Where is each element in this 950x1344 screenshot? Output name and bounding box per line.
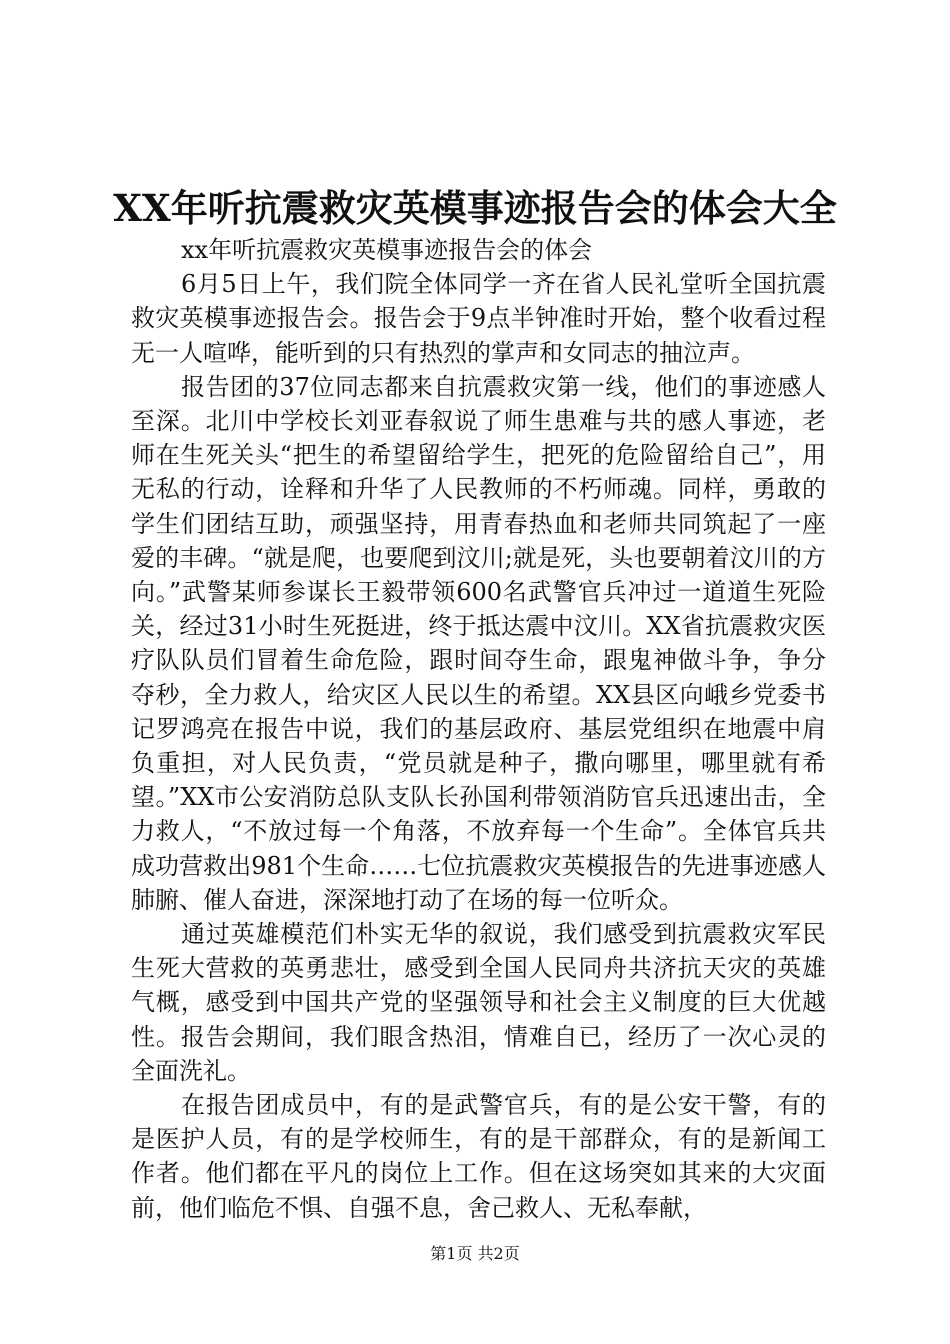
- document-title: XX年听抗震救灾英模事迹报告会的体会大全: [113, 186, 837, 230]
- document-subtitle: xx年听抗震救灾英模事迹报告会的体会: [181, 236, 593, 264]
- paragraph: 报告团的37位同志都来自抗震救灾第一线，他们的事迹感人至深。北川中学校长刘亚春叙说了师生患难与共的感人事迹，老师在生死关头“把生的希望留给学生，把死的危险留给自己”，用无私的行动，诠释和升华了人民教师的不朽师魂。同样，勇敢的学生们团结互助，顽强坚持，用青春热血和老师共同筑起了一座爱的丰碑。“就是爬，也要爬到汶川;就是死，头也要朝着汶川的方向。”武警某师参谋长王毅带领600名武警官兵冲过一道道生死险关，经过31小时生死挺进，终于抵达震中汶川。XX省抗震救灾医疗队队员们冒着生命危险，跟时间夺生命，跟鬼神做斗争，争分夺秒，全力救人，给灾区人民以生的希望。XX县区向峨乡党委书记罗鸿亮在报告中说，我们的基层政府、基层党组织在地震中肩负重担，对人民负责，“党员就是种子，撒向哪里，哪里就有希望。”XX市公安消防总队支队长孙国利带领消防官兵迅速出击，全力救人，“不放过每一个角落，不放弃每一个生命”。全体官兵共成功营救出981个生命……七位抗震救灾英模报告的先进事迹感人肺腑、催人奋进，深深地打动了在场的每一位听众。: [131, 372, 826, 914]
- paragraph: 6月5日上午，我们院全体同学一齐在省人民礼堂听全国抗震救灾英模事迹报告会。报告会于9点半钟准时开始，整个收看过程无一人喧哗，能听到的只有热烈的掌声和女同志的抽泣声。: [131, 270, 826, 367]
- page-footer: 第1页 共2页: [430, 1244, 520, 1263]
- document-body: [131, 233, 826, 1225]
- paragraph: 在报告团成员中，有的是武警官兵，有的是公安干警，有的是医护人员，有的是学校师生，有的是干部群众，有的是新闻工作者。他们都在平凡的岗位上工作。但在这场突如其来的大灾面前，他们临危不惧、自强不息，舍己救人、无私奉献，: [131, 1091, 826, 1222]
- paragraph: 通过英雄模范们朴实无华的叙说，我们感受到抗震救灾军民生死大营救的英勇悲壮，感受到全国人民同舟共济抗天灾的英雄气概，感受到中国共产党的坚强领导和社会主义制度的巨大优越性。报告会期间，我们眼含热泪，情难自已，经历了一次心灵的全面洗礼。: [131, 920, 826, 1085]
